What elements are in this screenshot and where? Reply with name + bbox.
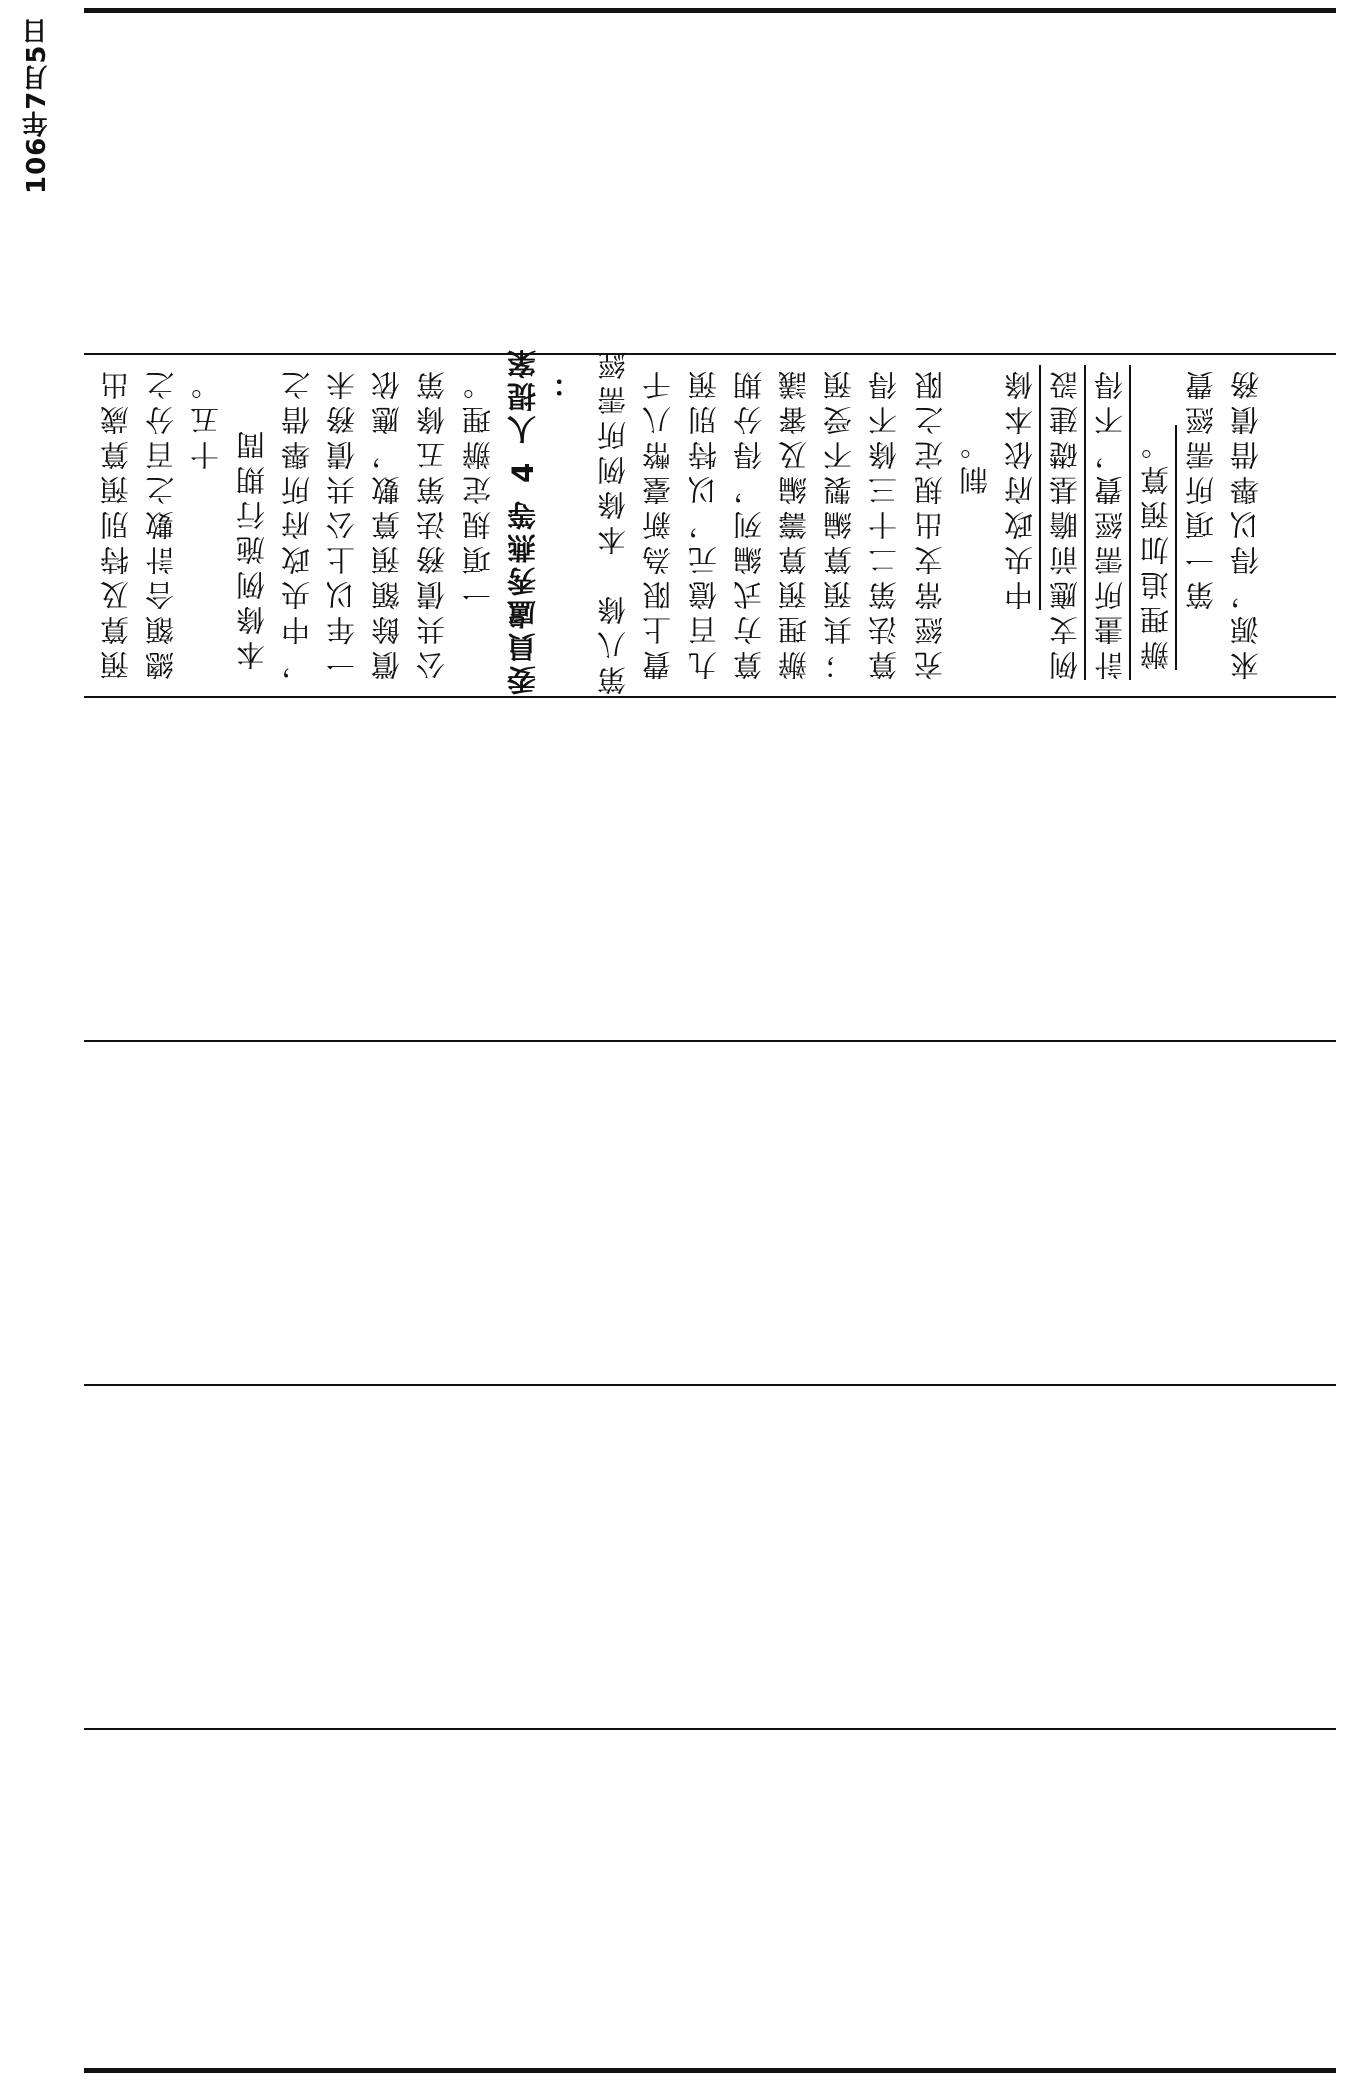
row-divider-4 [84, 1384, 1336, 1386]
text-column: 第八條 本條例所需經 [596, 345, 631, 695]
text-column: ： [551, 365, 585, 398]
text-column: 計畫所需經費，不得 [1093, 365, 1128, 680]
text-column: 償餘額預算數，應依 [370, 365, 405, 680]
text-column: 算法第二十三條不得 [867, 365, 902, 680]
page-date-header: 106年7月5日 [22, 18, 52, 195]
row-divider-5 [84, 1728, 1336, 1730]
proposal-text-block [96, 345, 1326, 695]
top-border [84, 8, 1336, 13]
text-column: 一項規定辦理。 [460, 365, 495, 610]
text-column: 算方式編列，得分期 [731, 365, 766, 680]
text-column: 中央政府依本條 [1003, 365, 1037, 610]
text-column: 委員盧秀燕等 4 人提案 [505, 345, 540, 695]
text-column: 公共債務法第五條第 [415, 365, 450, 680]
text-column: 辦理預算籌編及審議 [777, 365, 811, 680]
bottom-border [84, 2068, 1336, 2073]
text-column: 本條例施行期間 [234, 425, 269, 670]
text-column: 辦理追加預算。 [1138, 425, 1173, 670]
text-column: 總額合計數之百分之 [144, 365, 179, 680]
text-column: 來源，得以舉借債務 [1229, 365, 1263, 680]
row-divider-3 [84, 1040, 1336, 1042]
row-divider-1 [84, 353, 1336, 355]
text-column: 制。 [957, 425, 992, 495]
row-divider-2 [84, 696, 1336, 698]
text-column: 費上限為新臺幣八千 [641, 365, 676, 680]
text-column: 第一項所需經費 [1183, 365, 1218, 610]
text-column: 預算及特別預算歲出 [99, 365, 133, 680]
text-column: ，中央政府所舉借之 [279, 365, 314, 680]
text-column: 九百億元，以特別預 [686, 365, 721, 680]
text-column: 例支應前瞻基礎建設 [1048, 365, 1083, 680]
text-column: 十五。 [189, 365, 224, 470]
text-column: 充經常支出規定之限 [912, 365, 947, 680]
text-column: ；其預算編製不受預 [822, 365, 857, 680]
text-column: 一年以上公共債務未 [325, 365, 359, 680]
